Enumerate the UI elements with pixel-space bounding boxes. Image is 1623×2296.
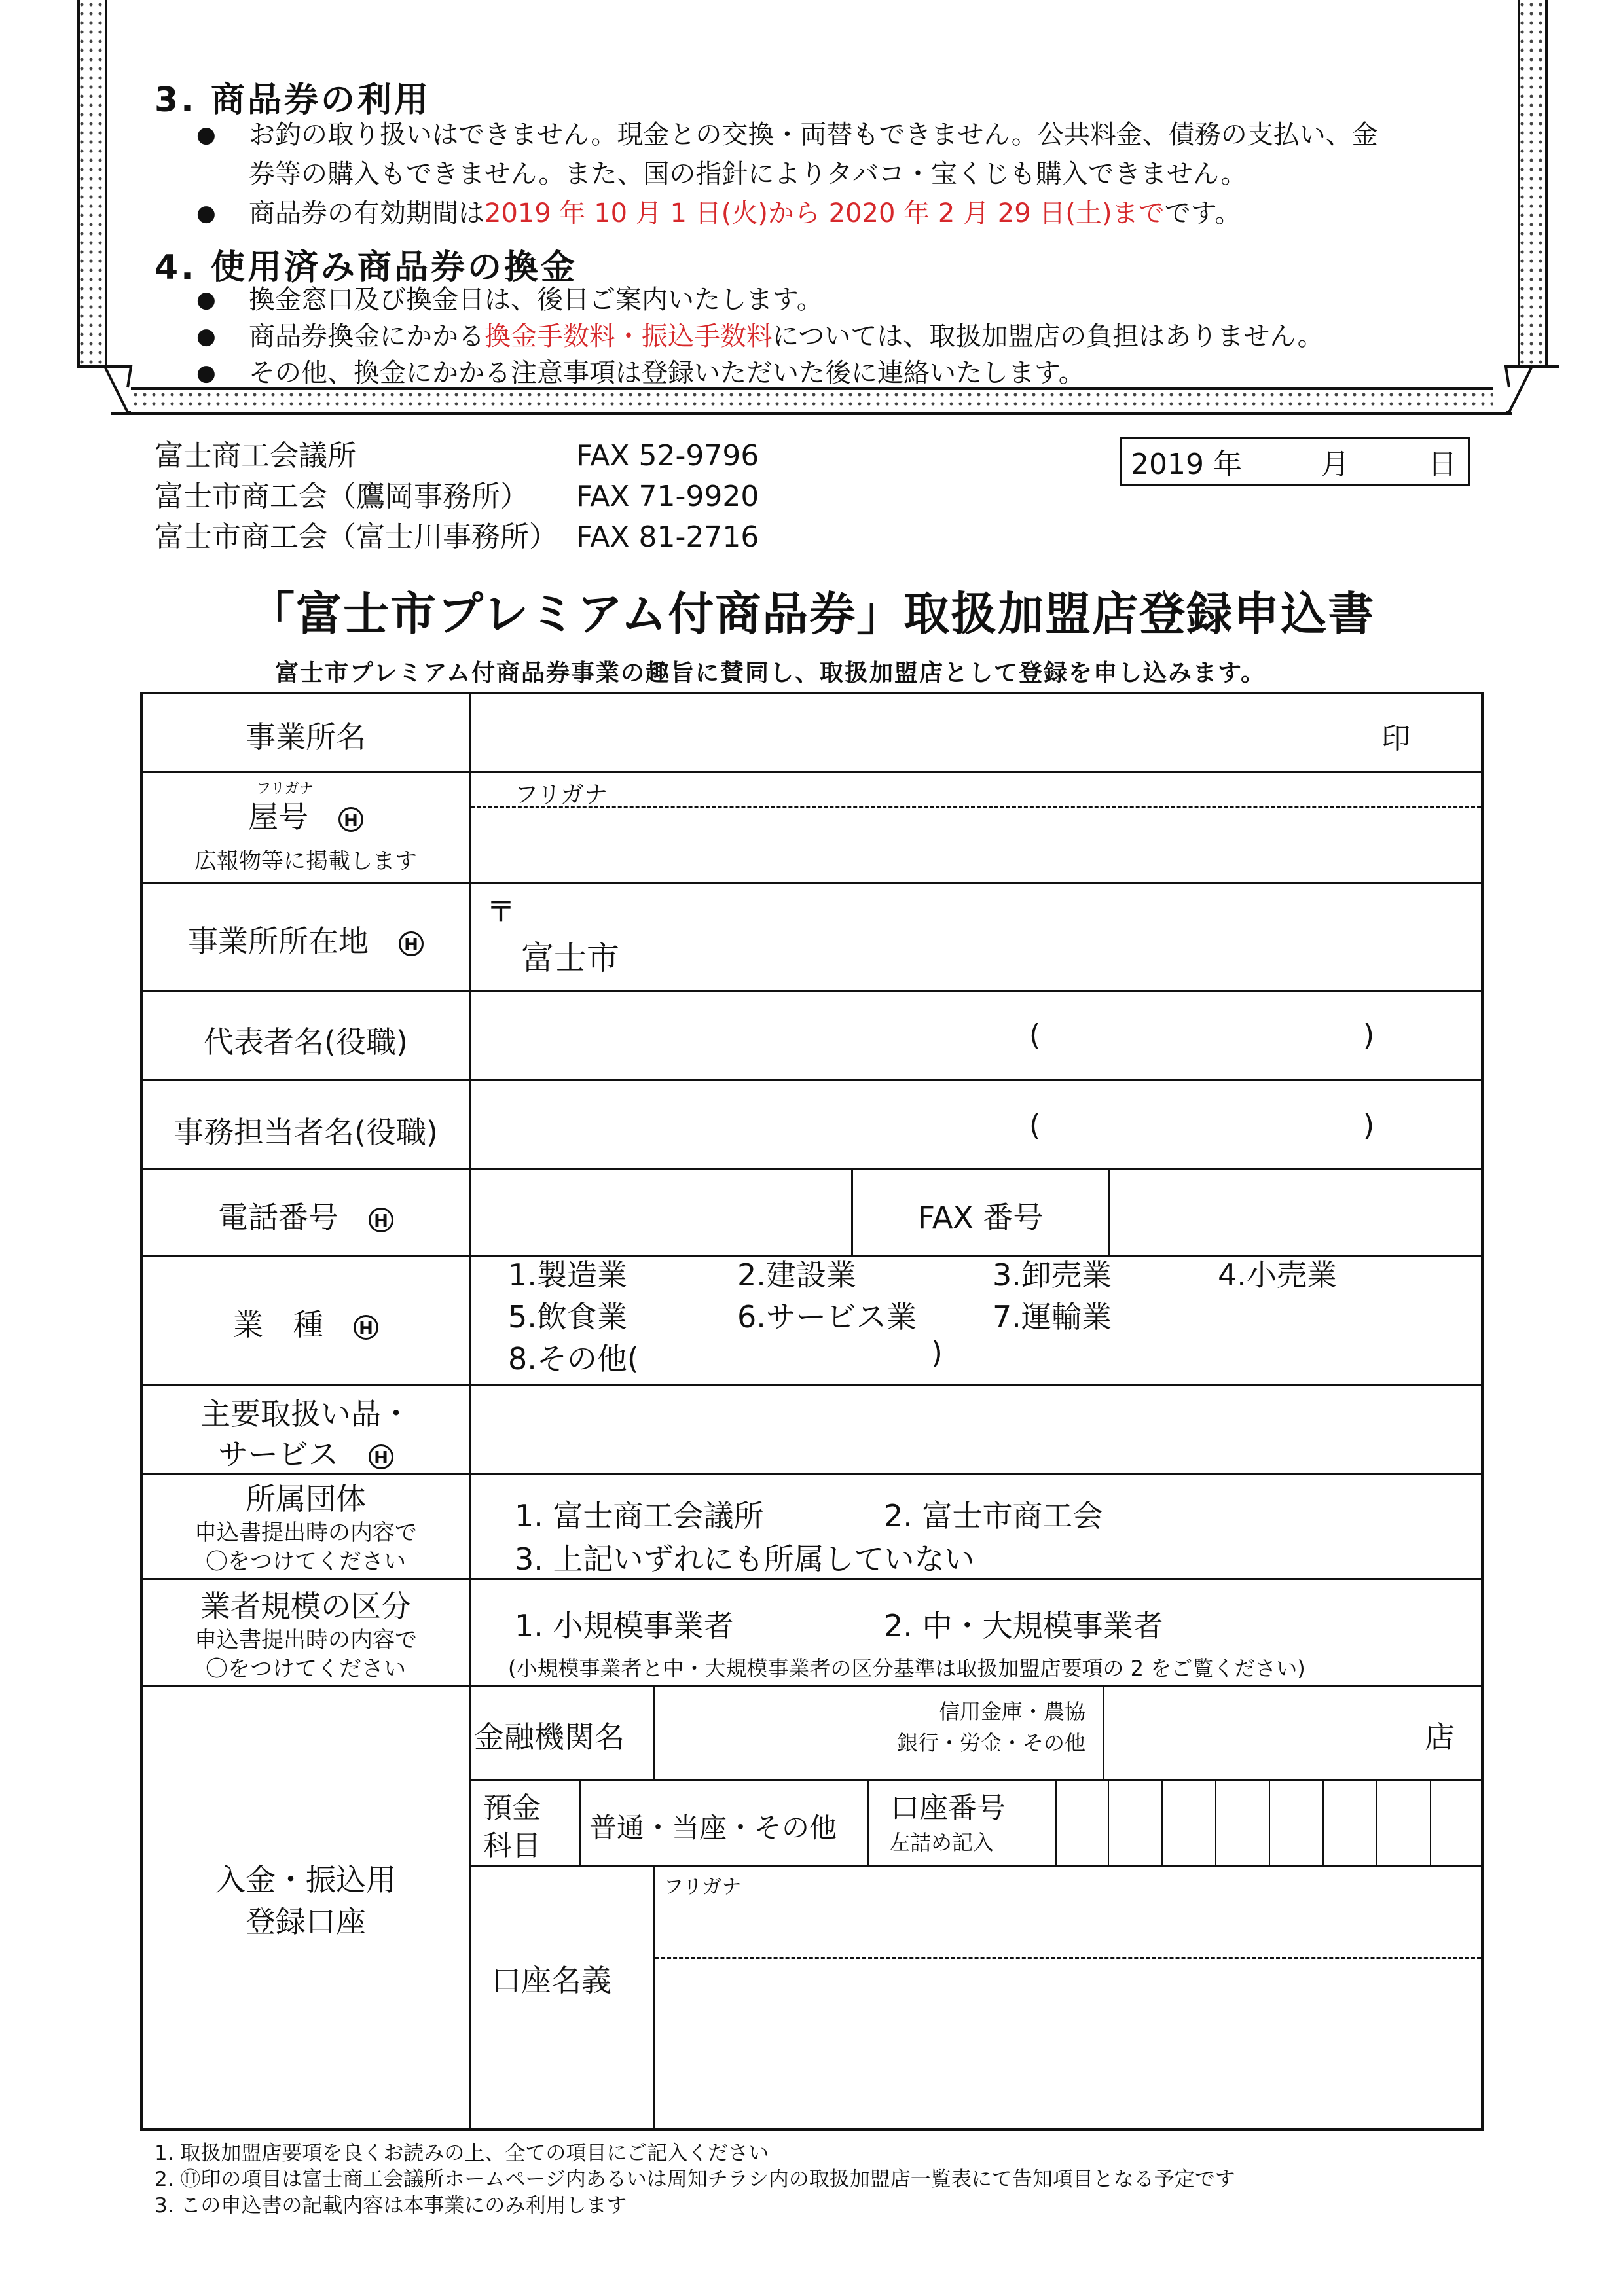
s3-bullet1: ● お釣の取り扱いはできません。現金との交換・両替もできません。公共料金、債務の支払い、金 券等の購入もできません。また、国の指針によりタバコ・宝くじも購入できません。 — [196, 120, 1378, 189]
products-field[interactable] — [473, 1388, 1478, 1471]
label-trade-name: 屋号 H — [143, 793, 469, 836]
trade-name-note: 広報物等に掲載します — [194, 848, 417, 874]
office-name: 富士商工会議所 — [155, 439, 356, 473]
scale-note: (小規模事業者と中・大規模事業者の区分基準は取扱加盟店要項の 2 をご覧ください) — [508, 1656, 1305, 1681]
footnote: 3. この申込書の記載内容は本事業にのみ利用します — [155, 2194, 627, 2217]
institution-types: 銀行・労金・その他 — [896, 1731, 1085, 1755]
label-representative: 代表者名(役職) — [204, 1024, 408, 1060]
label-bank-account: 入金・振込用 — [215, 1862, 396, 1897]
label-institution: 金融機関名 — [474, 1719, 625, 1755]
paren-close: ) — [1363, 1018, 1375, 1052]
paren-open: ( — [1029, 1109, 1041, 1142]
scale-option[interactable]: 2. 中・大規模事業者 — [884, 1608, 1163, 1643]
phone-field[interactable] — [473, 1172, 848, 1253]
branch-suffix: 店 — [1425, 1719, 1455, 1755]
paren-close: ) — [931, 1335, 943, 1371]
trade-name-ruby: フリガナ — [257, 781, 314, 797]
label-industry: 業 種 H — [143, 1301, 469, 1344]
paren-open: ( — [1029, 1018, 1041, 1052]
industry-option[interactable]: 4.小売業 — [1218, 1257, 1337, 1293]
date-field[interactable] — [1120, 437, 1470, 486]
office-name-field[interactable] — [473, 696, 1376, 768]
industry-option[interactable]: 7.運輸業 — [993, 1299, 1112, 1335]
published-mark-icon: H — [399, 931, 424, 956]
s4-bullet1: ● 換金窓口及び換金日は、後日ご案内いたします。 — [196, 285, 823, 315]
form-subtitle: 富士市プレミアム付商品券事業の趣旨に賛同し、取扱加盟店として登録を申し込みます。 — [275, 660, 1266, 687]
postal-mark: 〒 — [487, 895, 515, 927]
affiliation-option[interactable]: 2. 富士市商工会 — [884, 1498, 1103, 1534]
label-account-name: 口座名義 — [491, 1963, 611, 1998]
published-mark-icon: H — [369, 1444, 393, 1469]
office-name: 富士市商工会（富士川事務所） — [155, 520, 558, 554]
industry-other-field[interactable] — [659, 1335, 921, 1374]
label-business-scale: 業者規模の区分 — [200, 1588, 411, 1624]
paren-close: ) — [1363, 1109, 1375, 1142]
affiliation-option[interactable]: 1. 富士商工会議所 — [515, 1498, 764, 1534]
office-fax: FAX 71-9920 — [576, 480, 759, 513]
deposit-type-options[interactable]: 普通・当座・その他 — [589, 1812, 837, 1844]
industry-option-other[interactable]: 8.その他( — [508, 1341, 639, 1376]
label-fax-number: FAX 番号 — [917, 1200, 1044, 1235]
date-day: 日 — [1427, 448, 1457, 481]
label-phone: 電話番号 H — [143, 1194, 469, 1237]
label-products: 主要取扱い品・ — [200, 1396, 411, 1431]
label-deposit-type-line2: 科目 — [483, 1829, 541, 1863]
published-mark-icon: H — [354, 1315, 378, 1340]
label-products-line2: サービス H — [143, 1431, 469, 1474]
seal-mark: 印 — [1381, 722, 1410, 755]
office-fax: FAX 81-2716 — [576, 520, 759, 554]
circle-note: 申込書提出時の内容で — [194, 1520, 417, 1546]
branch-field[interactable] — [1106, 1689, 1414, 1776]
section4-title: 4. 使用済み商品券の換金 — [155, 248, 578, 287]
label-address: 事業所所在地 H — [143, 918, 469, 961]
fax-field[interactable] — [1112, 1172, 1478, 1253]
frame-dots-right — [1518, 0, 1546, 367]
footnote: 1. 取扱加盟店要項を良くお読みの上、全ての項目にご記入ください — [155, 2142, 769, 2165]
label-bank-account-line2: 登録口座 — [246, 1904, 366, 1939]
published-mark-icon: H — [369, 1208, 393, 1232]
date-month: 月 — [1320, 448, 1349, 481]
date-year: 2019 年 — [1131, 448, 1242, 481]
industry-option[interactable]: 6.サービス業 — [737, 1299, 917, 1335]
published-mark-icon: H — [338, 807, 363, 832]
affiliation-option[interactable]: 3. 上記いずれにも所属していない — [515, 1541, 975, 1577]
account-name-furigana-label: フリガナ — [664, 1876, 742, 1899]
city-prefix: 富士市 — [521, 939, 619, 977]
circle-note: 〇をつけてください — [206, 1549, 406, 1575]
account-number-field[interactable] — [1057, 1782, 1480, 1864]
scale-option[interactable]: 1. 小規模事業者 — [515, 1608, 734, 1643]
label-deposit-type: 預金 — [483, 1791, 541, 1825]
contact-person-field[interactable] — [473, 1083, 996, 1165]
industry-option[interactable]: 2.建設業 — [737, 1257, 856, 1293]
industry-option[interactable]: 3.卸売業 — [993, 1257, 1112, 1293]
section3-title: 3. 商品券の利用 — [155, 81, 431, 120]
label-contact-person: 事務担当者名(役職) — [173, 1115, 438, 1150]
s3-bullet2: ● 商品券の有効期間は2019 年 10 月 1 日(火)から 2020 年 2 月 29 日(土)までです。 — [196, 198, 1241, 228]
trade-name-field[interactable] — [473, 810, 1478, 880]
label-office-name: 事業所名 — [246, 719, 366, 755]
institution-types: 信用金庫・農協 — [938, 1699, 1085, 1724]
frame-dots-left — [77, 0, 106, 367]
representative-field[interactable] — [473, 994, 996, 1076]
industry-option[interactable]: 5.飲食業 — [508, 1299, 627, 1335]
account-name-field[interactable] — [657, 1961, 1480, 2125]
office-name: 富士市商工会（鷹岡事務所） — [155, 480, 529, 513]
circle-note: 〇をつけてください — [206, 1656, 406, 1682]
trade-name-furigana-label: フリガナ — [515, 781, 608, 808]
s4-bullet3: ● その他、換金にかかる注意事項は登録いただいた後に連絡いたします。 — [196, 358, 1085, 388]
label-affiliation: 所属団体 — [246, 1481, 366, 1516]
circle-note: 申込書提出時の内容で — [194, 1627, 417, 1653]
address-field[interactable] — [629, 932, 1473, 978]
form-title: 「富士市プレミアム付商品券」取扱加盟店登録申込書 — [249, 587, 1376, 641]
account-number-note: 左詰め記入 — [889, 1830, 994, 1855]
label-account-number: 口座番号 — [890, 1791, 1006, 1825]
s4-bullet2: ● 商品券換金にかかる換金手数料・振込手数料については、取扱加盟店の負担はありません。 — [196, 321, 1324, 351]
office-fax: FAX 52-9796 — [576, 439, 759, 473]
industry-option[interactable]: 1.製造業 — [508, 1257, 627, 1293]
footnote: 2. Ⓗ印の項目は富士商工会議所ホームページ内あるいは周知チラシ内の取扱加盟店一覧表にて告知項目となる予定です — [155, 2168, 1235, 2191]
